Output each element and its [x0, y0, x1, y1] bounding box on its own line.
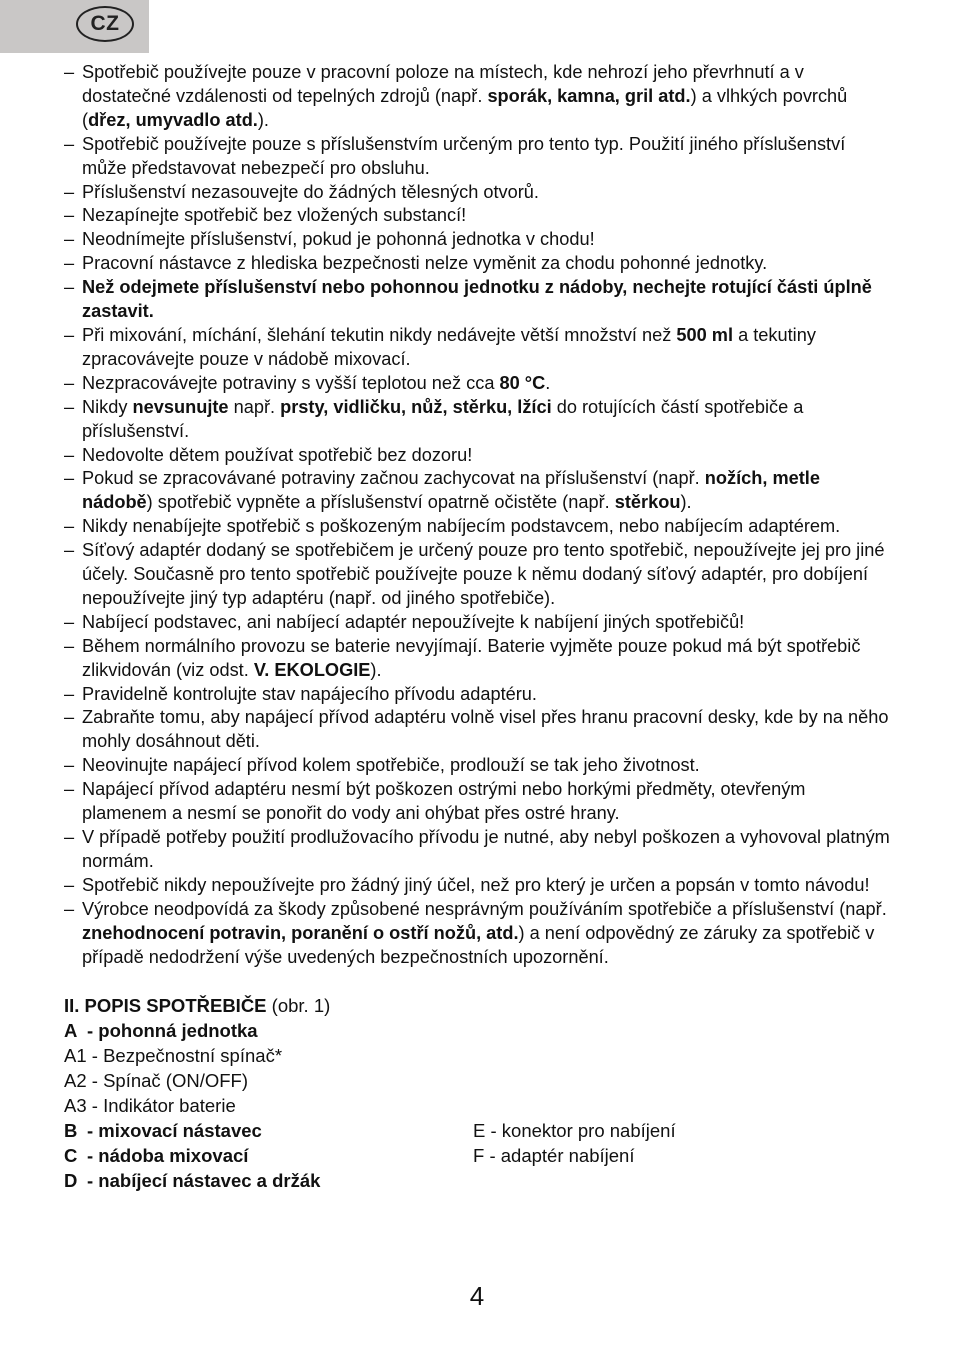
body-text: Nedovolte dětem používat spotřebič bez dozoru! [82, 444, 473, 465]
list-item-text [82, 516, 840, 536]
part-a3-label: A3 - Indikátor baterie [64, 1095, 236, 1117]
emphasis-text: sporák, kamna, gril atd. [487, 85, 691, 106]
list-item-text [82, 684, 537, 704]
list-item [64, 515, 894, 539]
body-text: Spotřebič nikdy nepoužívejte pro žádný jiný účel, než pro který je určen a popsán v tomto návodu! [82, 874, 870, 895]
body-text: ). [680, 492, 692, 513]
emphasis-text: dřez, umyvadlo atd. [88, 109, 258, 130]
list-item [64, 754, 894, 778]
list-item [64, 252, 894, 276]
part-d-row [64, 1168, 894, 1193]
safety-instructions-list [64, 61, 894, 969]
body-text: např. [228, 396, 281, 417]
page-number: 4 [469, 1281, 485, 1311]
part-a-letter: A [64, 1020, 78, 1042]
list-item-text [82, 899, 887, 967]
dash-bullet: – [64, 205, 75, 226]
list-item-text [82, 779, 805, 823]
section-title-ref: (obr. 1) [266, 995, 331, 1017]
list-item [64, 635, 894, 683]
part-c-label: - nádoba mixovací [87, 1145, 249, 1167]
dash-bullet: – [64, 635, 75, 656]
list-item [64, 826, 894, 874]
list-item-text [82, 707, 888, 751]
part-b-row [64, 1118, 894, 1143]
part-a3 [64, 1093, 894, 1118]
dash-bullet: – [64, 779, 75, 800]
section-title: II. POPIS SPOTŘEBIČE [64, 995, 267, 1017]
list-item [64, 898, 894, 970]
dash-bullet: – [64, 898, 75, 919]
list-item-text [82, 182, 539, 202]
dash-bullet: – [64, 396, 75, 417]
dash-bullet: – [64, 516, 75, 537]
dash-bullet: – [64, 181, 75, 202]
dash-bullet: – [64, 229, 75, 250]
list-item-text [82, 134, 845, 178]
body-text: ) a vlhkých povrchů ( [82, 85, 848, 130]
list-item [64, 444, 894, 468]
list-item-text [82, 325, 816, 369]
list-item [64, 276, 894, 324]
part-a2-label: A2 - Spínač (ON/OFF) [64, 1070, 249, 1092]
list-item-text [82, 755, 700, 775]
body-text: Zabraňte tomu, aby napájecí přívod adaptéru volně visel přes hranu pracovní desky, kde by na něho mohly dosáhnout děti. [82, 707, 889, 752]
body-text: Při mixování, míchání, šlehání tekutin nikdy nedávejte větší množství než [82, 324, 677, 345]
list-item [64, 204, 894, 228]
part-f-label: F - adaptér nabíjení [473, 1145, 635, 1167]
part-d-label: - nabíjecí nástavec a držák [87, 1170, 321, 1192]
emphasis-text: stěrkou [614, 492, 681, 513]
dash-bullet: – [64, 277, 75, 298]
part-d-letter: D [64, 1170, 78, 1192]
list-item-text [82, 253, 767, 273]
body-text: do rotujících částí spotřebiče a příslušenství. [82, 396, 804, 441]
list-item-text [82, 540, 885, 608]
list-item-text [82, 229, 595, 249]
body-text: Nikdy [82, 396, 133, 417]
dash-bullet: – [64, 324, 75, 345]
emphasis-text: Než odejmete příslušenství nebo pohonnou jednotku z nádoby, nechejte rotující části úplně zastavit. [82, 277, 872, 322]
dash-bullet: – [64, 707, 75, 728]
language-badge: CZ [76, 6, 134, 42]
list-item [64, 683, 894, 707]
dash-bullet: – [64, 253, 75, 274]
body-text: Během normálního provozu se baterie nevyjímají. Baterie vyjměte pouze pokud má být spotřebič zlikvidován (viz odst. [82, 635, 861, 680]
list-item-text [82, 636, 860, 680]
dash-bullet: – [64, 683, 75, 704]
body-text: Napájecí přívod adaptéru nesmí být poškozen ostrými nebo horkými předměty, otevřeným plamenem a nesmí se ponořit do vody ani ohýbat přes ostré hrany. [82, 779, 806, 824]
language-tab [0, 0, 149, 53]
body-text: Neovinujte napájecí přívod kolem spotřebiče, prodlouží se tak jeho životnost. [82, 755, 700, 776]
list-item [64, 181, 894, 205]
body-text: Pravidelně kontrolujte stav napájecího přívodu adaptéru. [82, 683, 537, 704]
emphasis-text: V. EKOLOGIE [253, 659, 371, 680]
body-text: Nabíjecí podstavec, ani nabíjecí adaptér nepoužívejte k nabíjení jiných spotřebičů! [82, 611, 745, 632]
body-text: ). [257, 109, 269, 130]
emphasis-text: nevsunujte [132, 396, 229, 417]
body-text: a tekutiny zpracovávejte pouze v nádobě mixovací. [82, 324, 816, 369]
part-a [64, 1018, 894, 1043]
list-item [64, 372, 894, 396]
body-text: . [545, 372, 551, 393]
dash-bullet: – [64, 133, 75, 154]
list-item-text [82, 612, 744, 632]
part-a2 [64, 1068, 894, 1093]
emphasis-text: nožích, metle nádobě [82, 468, 820, 513]
spacer [64, 969, 894, 993]
part-e-label: E - konektor pro nabíjení [473, 1120, 676, 1142]
emphasis-text: 500 ml [676, 324, 734, 345]
body-text: V případě potřeby použití prodlužovacího přívodu je nutné, aby nebyl poškozen a vyhovoval platným normám. [82, 827, 890, 871]
list-item-text [82, 62, 847, 130]
list-item [64, 324, 894, 372]
list-item [64, 133, 894, 181]
list-item-text [82, 277, 872, 321]
body-text: Spotřebič používejte pouze s příslušenstvím určeným pro tento typ. Použití jiného příslušenství může představovat nebezpečí pro obsluhu. [82, 133, 846, 178]
part-a1 [64, 1043, 894, 1068]
list-item [64, 611, 894, 635]
dash-bullet: – [64, 874, 75, 895]
body-text: Příslušenství nezasouvejte do žádných tělesných otvorů. [82, 181, 539, 202]
list-item-text [82, 373, 550, 393]
body-text: Nezpracovávejte potraviny s vyšší teplotou než cca [82, 372, 500, 393]
part-b-label: - mixovací nástavec [87, 1120, 262, 1142]
body-text: Síťový adaptér dodaný se spotřebičem je určený pouze pro tento spotřebič, nepoužívejte jej pro jiné účely. Současně pro tento spotřebič používejte pouze k němu dodaný síťový adaptér, pro dobíjení nepoužívejte jiný typ adaptéru (např. od jiného spotřebiče). [82, 540, 885, 608]
list-item [64, 228, 894, 252]
list-item [64, 874, 894, 898]
emphasis-text: 80 °C [499, 372, 546, 393]
part-a1-label: A1 - Bezpečnostní spínač* [64, 1045, 283, 1067]
dash-bullet: – [64, 468, 75, 489]
dash-bullet: – [64, 444, 75, 465]
section-heading [64, 993, 894, 1018]
body-text: Neodnímejte příslušenství, pokud je pohonná jednotka v chodu! [82, 229, 595, 250]
dash-bullet: – [64, 755, 75, 776]
body-text: Spotřebič používejte pouze v pracovní poloze na místech, kde nehrozí jeho převrhnutí a v dostatečné vzdálenosti od tepelných zdrojů (např. [82, 62, 804, 106]
part-c-letter: C [64, 1145, 78, 1167]
list-item [64, 539, 894, 611]
list-item-text [82, 468, 820, 512]
emphasis-text: znehodnocení potravin, poranění o ostří nožů, atd. [82, 922, 519, 943]
dash-bullet: – [64, 611, 75, 632]
dash-bullet: – [64, 827, 75, 847]
body-text: Nezapínejte spotřebič bez vložených substancí! [82, 205, 467, 226]
part-a-label: - pohonná jednotka [87, 1020, 258, 1042]
list-item [64, 778, 894, 826]
body-text: ) a není odpovědný ze záruky za spotřebič v případě nedodržení výše uvedených bezpečnostních upozornění. [82, 922, 875, 967]
emphasis-text: prsty, vidličku, nůž, stěrku, lžíci [280, 396, 552, 417]
list-item-text [82, 827, 890, 871]
body-text: Výrobce neodpovídá za škody způsobené nesprávným používáním spotřebiče a příslušenství (např. [82, 898, 887, 919]
body-text: Pokud se zpracovávané potraviny začnou zachycovat na příslušenství (např. [82, 468, 705, 489]
list-item [64, 706, 894, 754]
list-item-text [82, 445, 472, 465]
list-item [64, 467, 894, 515]
list-item [64, 61, 894, 133]
dash-bullet: – [64, 540, 75, 561]
dash-bullet: – [64, 372, 75, 393]
list-item-text [82, 875, 870, 895]
body-text: Nikdy nenabíjejte spotřebič s poškozeným nabíjecím podstavcem, nebo nabíjecím adaptérem. [82, 516, 841, 537]
part-c-row [64, 1143, 894, 1168]
list-item [64, 396, 894, 444]
body-text: Pracovní nástavce z hlediska bezpečnosti nelze vyměnit za chodu pohonné jednotky. [82, 253, 768, 274]
body-text: ) spotřebič vypněte a příslušenství opatrně očistěte (např. [146, 492, 615, 513]
document-body [64, 61, 894, 1193]
part-b-letter: B [64, 1120, 78, 1142]
list-item-text [82, 397, 803, 441]
list-item-text [82, 205, 466, 225]
body-text: ). [370, 659, 382, 680]
dash-bullet: – [64, 62, 75, 82]
